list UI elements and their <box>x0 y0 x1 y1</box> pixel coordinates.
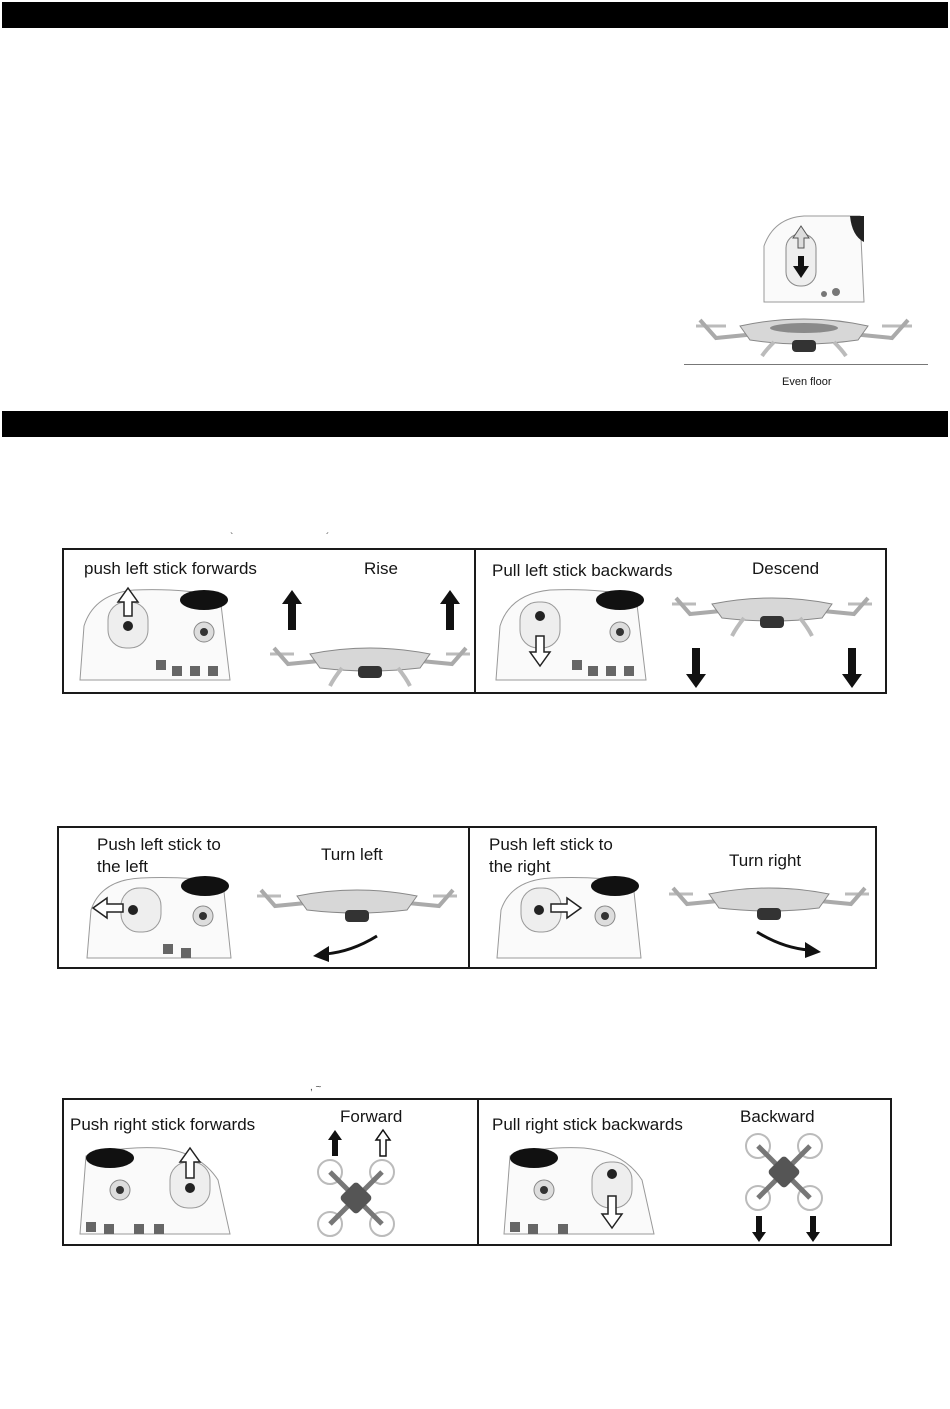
panel-divider <box>468 828 470 967</box>
drone-side-view-image <box>669 882 869 926</box>
rotate-right-arrow-icon <box>753 928 823 958</box>
controller-image <box>504 1144 654 1234</box>
rise-action-label: Rise <box>364 559 399 578</box>
backward-action-label: Backward <box>740 1107 815 1126</box>
arrow-up-icon <box>440 590 460 630</box>
section-header-bar-top <box>2 2 948 28</box>
stray-mark: , ~ <box>310 1082 322 1093</box>
turn-left-instruction-line2: the left <box>97 857 149 876</box>
drone-side-view-image <box>696 312 912 356</box>
descend-instruction: Pull left stick backwards <box>492 561 673 580</box>
controller-closeup-image <box>764 216 864 302</box>
arrow-up-icon <box>282 590 302 630</box>
drone-side-view-image <box>672 592 872 636</box>
backward-instruction: Pull right stick backwards <box>492 1115 683 1134</box>
forward-instruction: Push right stick forwards <box>70 1115 256 1134</box>
arrow-up-icon <box>328 1130 342 1156</box>
takeoff-illustration <box>684 216 930 392</box>
drone-top-view-image <box>316 1158 396 1238</box>
drone-side-view-image <box>270 642 470 686</box>
stray-mark: ´ <box>326 532 330 543</box>
descend-action-label: Descend <box>752 559 820 578</box>
controller-image <box>497 874 641 958</box>
floor-line <box>684 364 928 365</box>
drone-side-view-image <box>257 884 457 928</box>
arrow-down-icon <box>842 648 862 688</box>
turn-left-action-label: Turn left <box>321 845 383 864</box>
panel-turn <box>57 826 877 969</box>
turn-right-action-label: Turn right <box>729 851 802 870</box>
panel-rise-descend <box>62 548 887 694</box>
rise-instruction: push left stick forwards <box>84 559 257 578</box>
drone-top-view-image <box>744 1132 824 1212</box>
arrow-down-icon <box>806 1216 820 1242</box>
arrow-up-outline-icon <box>376 1130 390 1156</box>
controller-image <box>87 874 231 958</box>
controller-image <box>80 1144 230 1234</box>
forward-action-label: Forward <box>340 1107 403 1126</box>
turn-left-instruction-line1: Push left stick to <box>97 835 221 854</box>
panel-divider <box>474 550 476 692</box>
even-floor-label: Even floor <box>782 376 832 388</box>
section-header-bar-controls <box>2 411 948 437</box>
arrow-down-icon <box>752 1216 766 1242</box>
rotate-left-arrow-icon <box>311 932 381 962</box>
arrow-down-icon <box>686 648 706 688</box>
turn-right-instruction-line1: Push left stick to <box>489 835 613 854</box>
panel-divider <box>477 1100 479 1244</box>
turn-right-instruction-line2: the right <box>489 857 551 876</box>
controller-image <box>80 586 230 680</box>
panel-forward-backward <box>62 1098 892 1246</box>
controller-image <box>496 586 646 680</box>
stray-mark: ` <box>230 532 234 543</box>
